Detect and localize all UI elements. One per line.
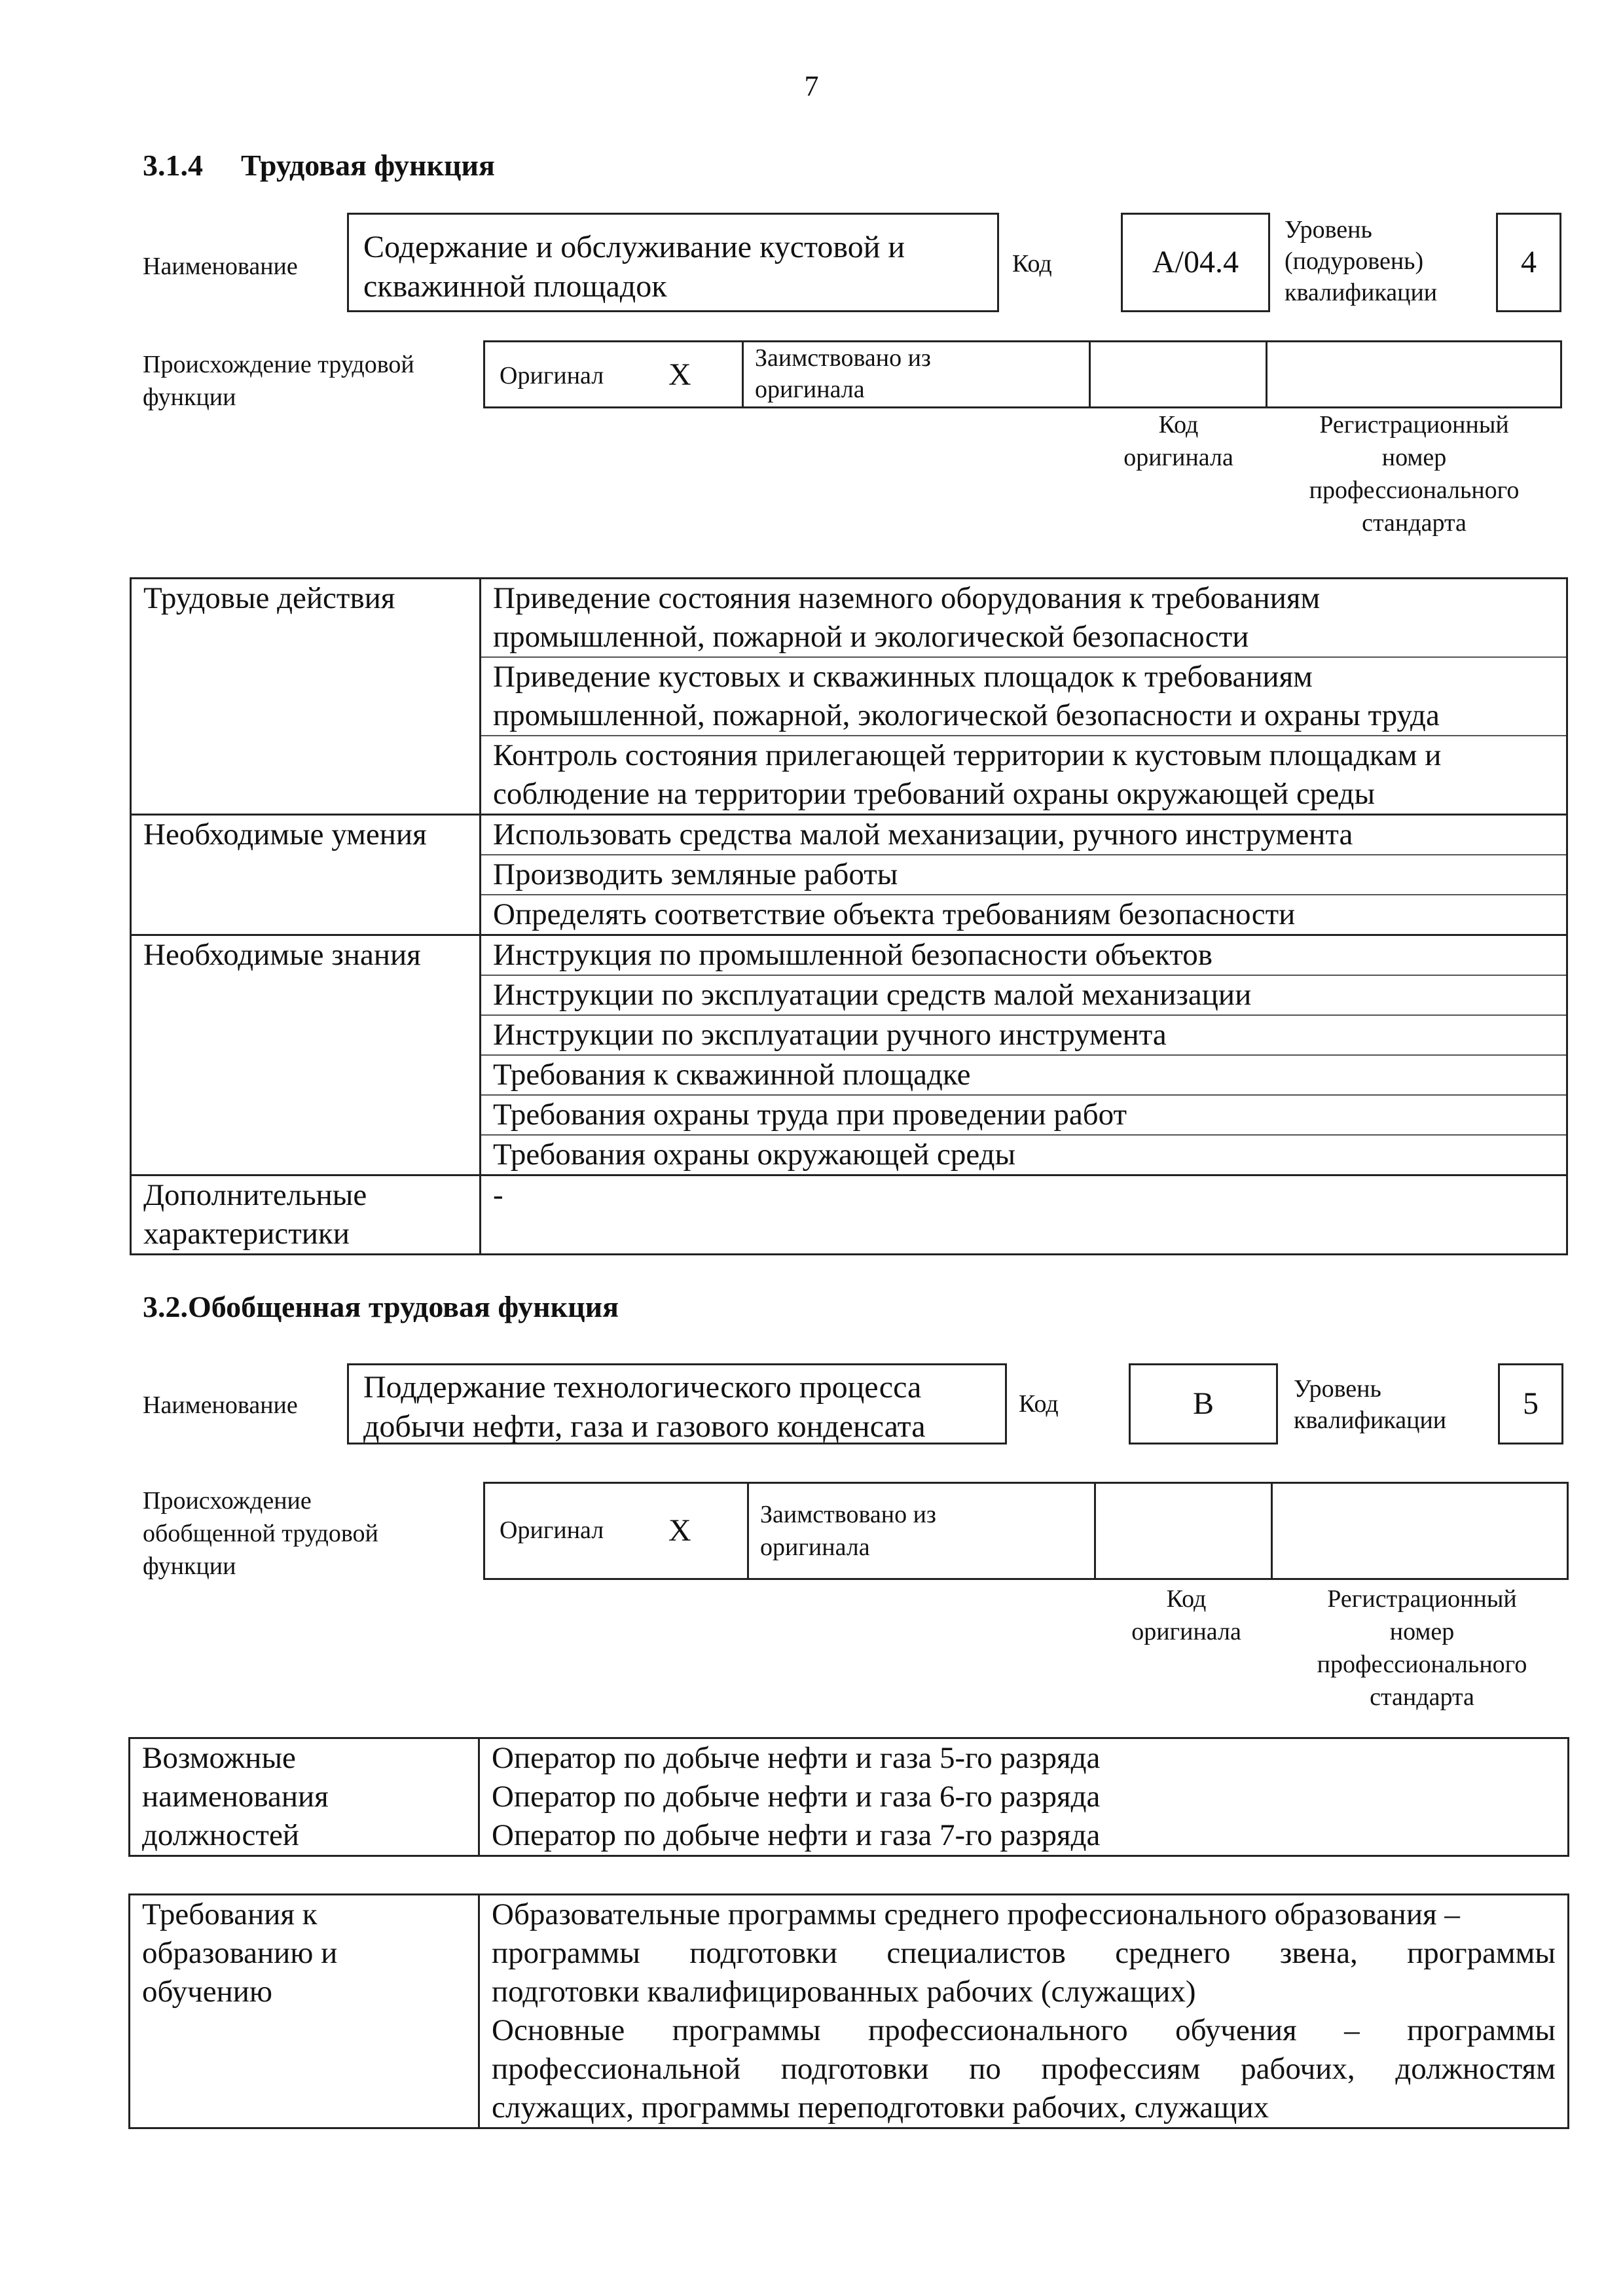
borrowed-label-2-line-1: Заимствовано из — [760, 1501, 936, 1528]
reg-caption-2-line-4: стандарта — [1370, 1683, 1474, 1711]
code-original-caption — [1087, 408, 1270, 474]
level-value: 4 — [1521, 245, 1537, 279]
education-line: программы подготовки специалистов среднего звена, программы — [492, 1936, 1556, 1970]
knowledge-label: Необходимые знания — [131, 935, 481, 1175]
borrowed-label-2-line-2: оригинала — [760, 1534, 870, 1561]
name-label: Наименование — [143, 253, 298, 280]
level-value-2: 5 — [1523, 1386, 1539, 1421]
action-1-line-2: промышленной, пожарной и экологической безопасности — [493, 620, 1249, 654]
position-item: Оператор по добыче нефти и газа 6-го разряда — [492, 1780, 1101, 1814]
borrowed-label-line-2: оригинала — [755, 376, 865, 403]
education-label-line-2: образованию и — [142, 1936, 338, 1970]
skills-cell — [481, 815, 1567, 935]
gen-function-name-box — [347, 1363, 1007, 1444]
labor-function-table — [130, 577, 1568, 1255]
origin-label-2-line-1: Происхождение — [143, 1487, 312, 1515]
original-mark-2: X — [668, 1513, 691, 1548]
origin-table — [483, 340, 1562, 408]
action-3-line-1: Контроль состояния прилегающей территории к кустовым площадкам и — [493, 738, 1442, 772]
reg-caption-line-4: стандарта — [1362, 509, 1467, 537]
reg-number-caption — [1270, 408, 1558, 539]
positions-label-line-1: Возможные — [142, 1741, 296, 1775]
reg-caption-2-line-3: профессионального — [1317, 1651, 1527, 1678]
code-original-caption-line-1: Код — [1158, 411, 1199, 439]
section-heading-number: 3.1.4 — [143, 149, 203, 182]
level-label-2-line-1: Уровень — [1294, 1375, 1381, 1403]
actions-cell — [481, 579, 1567, 815]
level-label — [1285, 214, 1437, 308]
knowledge-item: Требования охраны окружающей среды — [493, 1138, 1016, 1172]
code-original-caption-2 — [1095, 1583, 1278, 1648]
level-label-line-2: (подуровень) — [1285, 247, 1424, 275]
action-item — [481, 736, 1566, 814]
position-item: Оператор по добыче нефти и газа 5-го разряда — [492, 1741, 1101, 1775]
extra-label-line-2: характеристики — [143, 1217, 350, 1251]
action-1-line-1: Приведение состояния наземного оборудования к требованиям — [493, 581, 1321, 615]
knowledge-item: Инструкции по эксплуатации средств малой механизации — [481, 976, 1566, 1016]
reg-caption-line-3: профессионального — [1309, 476, 1520, 504]
actions-label: Трудовые действия — [131, 579, 481, 815]
education-line: служащих, программы переподготовки рабочих, служащих — [492, 2090, 1269, 2125]
positions-table — [128, 1737, 1569, 1857]
function-name-line-1: Содержание и обслуживание кустовой и — [363, 230, 905, 264]
action-item — [481, 658, 1566, 736]
gen-function-name-line-2: добычи нефти, газа и газового конденсата — [363, 1409, 926, 1444]
original-label: Оригинал — [500, 362, 604, 389]
original-label-2: Оригинал — [500, 1516, 604, 1544]
extra-label-line-1: Дополнительные — [143, 1178, 367, 1212]
borrowed-label-2 — [760, 1498, 936, 1564]
education-line: подготовки квалифицированных рабочих (служащих) — [492, 1975, 1196, 2009]
origin-table-2 — [483, 1482, 1569, 1580]
education-label-line-3: обучению — [142, 1975, 273, 2009]
knowledge-cell — [481, 935, 1567, 1175]
level-label-line-1: Уровень — [1285, 216, 1372, 243]
reg-caption-2-line-1: Регистрационный — [1327, 1585, 1517, 1613]
position-item: Оператор по добыче нефти и газа 7-го разряда — [492, 1818, 1101, 1852]
page-number: 7 — [804, 70, 819, 102]
knowledge-item: Требования к скважинной площадке — [481, 1056, 1566, 1096]
positions-label-line-2: наименования — [142, 1780, 329, 1814]
level-value-box — [1496, 213, 1561, 312]
code-value: A/04.4 — [1152, 245, 1239, 279]
action-item — [481, 579, 1566, 658]
level-label-2 — [1294, 1373, 1446, 1436]
education-label — [130, 1895, 479, 2128]
code-original-caption-line-2: оригинала — [1123, 444, 1233, 471]
action-3-line-2: соблюдение на территории требований охраны окружающей среды — [493, 777, 1376, 811]
reg-caption-2-line-2: номер — [1389, 1618, 1455, 1645]
code-value-box-2 — [1129, 1363, 1278, 1444]
positions-cell — [479, 1738, 1569, 1856]
origin-label-2 — [143, 1484, 378, 1583]
knowledge-item: Требования охраны труда при проведении работ — [481, 1096, 1566, 1136]
skill-item: Производить земляные работы — [481, 855, 1566, 895]
original-mark: X — [668, 357, 691, 392]
education-line: профессиональной подготовки по профессиям рабочих, должностям — [492, 2052, 1556, 2086]
education-line: Образовательные программы среднего профессионального образования – — [492, 1897, 1460, 1931]
positions-label-line-3: должностей — [142, 1818, 299, 1852]
reg-number-caption-2 — [1278, 1583, 1566, 1713]
origin-label-line-2: функции — [143, 384, 236, 411]
origin-label — [143, 348, 414, 414]
function-name-box — [347, 213, 999, 312]
code-value-box — [1121, 213, 1270, 312]
code-original-caption-2-line-1: Код — [1166, 1585, 1207, 1613]
gen-function-name-line-1: Поддержание технологического процесса — [363, 1370, 922, 1405]
origin-label-2-line-3: функции — [143, 1552, 236, 1580]
extra-label — [131, 1175, 481, 1255]
reg-caption-line-2: номер — [1381, 444, 1447, 471]
borrowed-label — [755, 342, 931, 405]
origin-label-2-line-2: обобщенной трудовой — [143, 1520, 378, 1547]
skill-item: Определять соответствие объекта требованиям безопасности — [493, 897, 1296, 931]
borrowed-label-line-1: Заимствовано из — [755, 344, 931, 372]
section-heading-title: Трудовая функция — [241, 149, 495, 182]
action-2-line-2: промышленной, пожарной, экологической безопасности и охраны труда — [493, 698, 1440, 732]
code-label-2: Код — [1019, 1390, 1059, 1418]
knowledge-item: Инструкции по эксплуатации ручного инструмента — [481, 1016, 1566, 1056]
skill-item: Использовать средства малой механизации, ручного инструмента — [481, 816, 1566, 855]
extra-value: - — [481, 1175, 1567, 1255]
reg-caption-line-1: Регистрационный — [1319, 411, 1509, 439]
education-label-line-1: Требования к — [142, 1897, 318, 1931]
code-value-2: B — [1192, 1386, 1214, 1421]
action-2-line-1: Приведение кустовых и скважинных площадок к требованиям — [493, 660, 1313, 694]
education-line: Основные программы профессионального обучения – программы — [492, 2013, 1556, 2047]
name-label-2: Наименование — [143, 1391, 298, 1419]
function-name-line-2: скважинной площадок — [363, 269, 667, 304]
level-value-box-2 — [1498, 1363, 1563, 1444]
code-label: Код — [1012, 250, 1052, 278]
level-label-line-3: квалификации — [1285, 279, 1438, 306]
positions-label — [130, 1738, 479, 1856]
education-cell — [479, 1895, 1569, 2128]
skills-label: Необходимые умения — [131, 815, 481, 935]
level-label-2-line-2: квалификации — [1294, 1407, 1447, 1434]
code-original-caption-2-line-2: оригинала — [1131, 1618, 1241, 1645]
section-2-heading: 3.2.Обобщенная трудовая функция — [143, 1290, 619, 1323]
origin-label-line-1: Происхождение трудовой — [143, 351, 414, 378]
knowledge-item: Инструкция по промышленной безопасности объектов — [481, 936, 1566, 976]
education-table — [128, 1893, 1569, 2129]
